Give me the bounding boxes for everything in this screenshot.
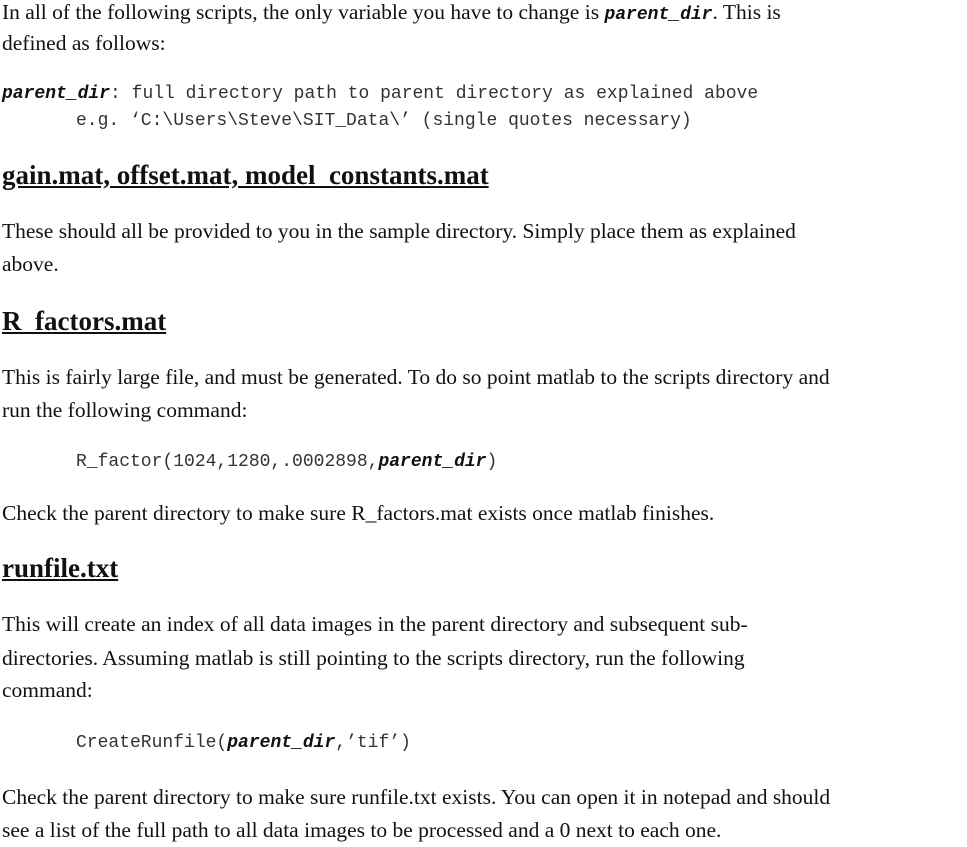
intro-line: defined as follows: [2, 31, 166, 55]
paragraph-line: This will create an index of all data images in the parent directory and subsequent sub- [2, 612, 748, 636]
paragraph-line: above. [2, 252, 59, 276]
definition-example: e.g. ‘C:\Users\Steve\SIT_Data\’ (single quotes necessary) [76, 111, 692, 131]
paragraph-line: see a list of the full path to all data images to be processed and a 0 next to each one. [2, 818, 722, 842]
paragraph-line: command: [2, 678, 93, 702]
paragraph-line: directories. Assuming matlab is still pointing to the scripts directory, run the following [2, 646, 745, 670]
section-heading: runfile.txt [2, 553, 119, 583]
definition-text: full directory path to parent directory as explained above [120, 84, 759, 104]
code-text: ) [486, 452, 498, 472]
variable-name: parent_dir [604, 5, 713, 25]
paragraph-line: This is fairly large file, and must be generated. To do so point matlab to the scripts directory and [2, 365, 830, 389]
section-heading: gain.mat, offset.mat, model_constants.mat [2, 160, 489, 190]
code-text: CreateRunfile( [76, 733, 228, 753]
intro-text: In all of the following scripts, the only variable you have to change is [2, 0, 605, 24]
section-heading: R_factors.mat [2, 306, 167, 336]
paragraph-line: Check the parent directory to make sure R_factors.mat exists once matlab finishes. [2, 501, 715, 525]
code-text: R_factor(1024,1280,.0002898, [76, 452, 379, 472]
paragraph-line: Check the parent directory to make sure runfile.txt exists. You can open it in notepad and should [2, 785, 831, 809]
code-line [76, 727, 967, 760]
colon: : [110, 84, 121, 104]
variable-name: parent_dir [378, 452, 487, 472]
intro-text: . This is [712, 0, 781, 24]
variable-name: parent_dir [227, 733, 336, 753]
paragraph-line: These should all be provided to you in the sample directory. Simply place them as explained [2, 219, 796, 243]
code-line [76, 446, 967, 479]
paragraph-line: run the following command: [2, 398, 248, 422]
variable-name: parent_dir [2, 84, 111, 104]
code-text: ,’tif’) [335, 733, 411, 753]
